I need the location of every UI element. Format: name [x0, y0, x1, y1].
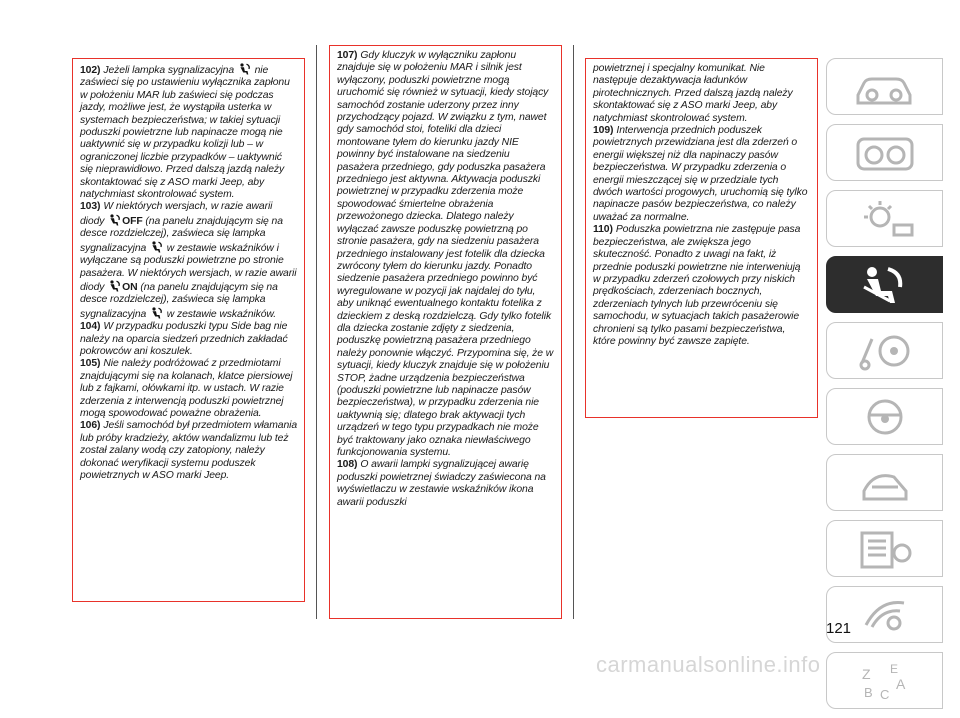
tab-airbag-safety[interactable]	[826, 256, 943, 313]
tab-starting-driving[interactable]	[826, 322, 943, 379]
note-number: 102)	[80, 65, 101, 76]
note-103	[80, 201, 297, 321]
note-number: 110)	[593, 224, 613, 236]
maintenance-icon	[850, 461, 920, 505]
note-105	[80, 358, 297, 420]
note-text: O awarii lampki sygnalizującej awarię poduszki powietrznej świadczy zaświecona na wyświetlaczu w zestawie wskaźników ikona awarii poduszki	[337, 459, 546, 508]
airbag-warning-lamp-icon	[150, 307, 163, 319]
warning-column-3	[585, 58, 818, 418]
note-108-continued	[593, 63, 810, 125]
note-text: w zestawie wskaźników i wyłączane są poduszki powietrzne po stronie pasażera. W niektórych wersjach, w razie awarii diody	[80, 242, 297, 293]
note-number: 105)	[80, 358, 101, 370]
tab-instrument-panel[interactable]	[826, 124, 943, 181]
note-number: 107)	[337, 50, 358, 61]
technical-data-icon	[850, 527, 920, 571]
note-text: Jeżeli lampka sygnalizacyjna	[103, 65, 235, 76]
tab-maintenance[interactable]	[826, 454, 943, 511]
lights-icon	[850, 197, 920, 241]
note-text: W przypadku poduszki typu Side bag nie należy na oparcia siedzeń przednich zakładać pokrowców ani koszulek.	[80, 321, 288, 357]
note-text: W niektórych wersjach, w razie awarii diody	[80, 201, 273, 227]
starting-driving-icon	[850, 329, 920, 373]
svg-text:A: A	[895, 675, 905, 692]
note-text: powietrznej i specjalny komunikat. Nie następuje dezaktywacja ładunków pirotechnicznych. Przed dalszą jazdą należy skontaktować się z ASO marki Jeep, aby natychmiast skontrolować system.	[593, 63, 793, 124]
instrument-panel-icon	[850, 131, 920, 175]
note-text: w zestawie wskaźników.	[166, 308, 277, 320]
svg-text:E: E	[889, 661, 898, 676]
led-on-label: ON	[122, 281, 138, 293]
column-divider	[316, 45, 317, 619]
note-number: 104)	[80, 321, 101, 333]
svg-text:B: B	[863, 684, 873, 700]
note-number: 106)	[80, 420, 101, 432]
svg-text:Z: Z	[861, 665, 871, 682]
tab-technical-data[interactable]	[826, 520, 943, 577]
note-108	[337, 459, 554, 509]
note-107	[337, 50, 554, 459]
watermark: carmanualsonline.info	[596, 652, 821, 677]
index-icon	[850, 659, 920, 703]
note-102	[80, 63, 297, 201]
passenger-airbag-icon	[108, 280, 121, 292]
airbag-safety-icon	[850, 263, 920, 307]
note-text: Nie należy podróżować z przedmiotami znajdującymi się na kolanach, klatce piersiowej lub z fajkami, ołówkami itp. w ustach. W razie zderzenia z interwencją poduszki powietrznej mogą spowodować poważne obrażenia.	[80, 358, 293, 419]
page-number: 121	[826, 620, 852, 637]
note-text: (na panelu znajdującym się na desce rozdzielczej), zaświeca się lampka sygnalizacyjna	[80, 215, 283, 254]
airbag-warning-lamp-icon	[150, 241, 163, 253]
chapter-tabs	[826, 58, 943, 718]
note-number: 109)	[593, 125, 614, 137]
note-110	[593, 224, 810, 348]
note-104	[80, 321, 297, 358]
note-text: Poduszka powietrzna nie zastępuje pasa bezpieczeństwa, ale zwiększa jego skuteczność. Ponadto z uwagi na fakt, iż przednie poduszki powietrzne nie interweniują w przypadku zderzeń czołowych przy niskich prędkościach, zderzeniach bocznych, zderzeniach tylnych lub przewróceniu się samochodu, w sytuacjach takich pasażerowie chronieni są tylko pasami bezpieczeństwa, które powinny być zawsze zapięte.	[593, 224, 801, 347]
car-dashboard-icon	[850, 65, 920, 109]
note-text: nie zaświeci się po ustawieniu wyłącznika zapłonu w położeniu MAR lub zaświeci się podczas jazdy, możliwe jest, że wystąpiła usterka w systemach bezpieczeństwa; w takiej sytuacji poduszki powietrzne lub napinacze mogą nie uaktywnić się w przypadku kolizji lub – w ograniczonej liczbie przypadków – uaktywnić się nieprawidłowo. Przed dalszą jazdą należy skontaktować się z ASO marki Jeep, aby natychmiast skontrolować system.	[80, 65, 290, 201]
note-106	[80, 420, 297, 482]
note-number: 103)	[80, 201, 101, 213]
note-text: Jeśli samochód był przedmiotem włamania lub próby kradzieży, aktów wandalizmu lub też został zalany wodą czy zatopiony, należy dokonać weryfikacji systemu poduszek powietrznych w ASO marki Jeep.	[80, 420, 298, 481]
led-off-label: OFF	[122, 215, 143, 227]
note-109	[593, 125, 810, 224]
warning-column-1	[72, 58, 305, 602]
airbag-warning-lamp-icon	[238, 63, 251, 75]
column-divider	[573, 45, 574, 619]
tab-index[interactable]	[826, 652, 943, 709]
tab-car-dashboard[interactable]	[826, 58, 943, 115]
tab-emergency[interactable]	[826, 388, 943, 445]
passenger-airbag-icon	[108, 214, 121, 226]
note-text: Interwencja przednich poduszek powietrznych przewidziana jest dla zderzeń o energii większej niż dla napinaczy pasów bezpieczeństwa. W przypadku zderzenia o energii mieszczącej się w przedziale tych dwóch wartości progowych, uruchomią się tylko napinacze pasów bezpieczeństwa, co należy uważać za normalne.	[593, 125, 808, 223]
tab-lights[interactable]	[826, 190, 943, 247]
warning-column-2	[329, 45, 562, 619]
note-text: Gdy kluczyk w wyłączniku zapłonu znajduje się w położeniu MAR i silnik jest wyłączony, poduszki powietrzne mogą uruchomić się również w sytuacji, kiedy stojący samochód zostanie uderzony przez inny przychodzący pojazd. W związku z tym, nawet gdy samochód stoi, foteliki dla dzieci montowane tyłem do kierunku jazdy NIE powinny być instalowane na siedzeniu pasażera przedniego, gdy poduszka pasażera przedniego jest aktywna. Aktywacja poduszki powietrznej w przypadku zderzenia może spowodować śmiertelne obrażenia przewożonego dziecka. Dlatego należy wyłączać zawsze poduszkę powietrzną po stronie pasażera, gdy na siedzeniu pasażera przedniego instalowany jest fotelik dla dziecka zwrócony tyłem do kierunku jazdy. Ponadto siedzenie pasażera przedniego powinno być wyregulowane w pozycji jak najdalej do tyłu, aby uniknąć ewentualnego kontaktu fotelika z dzieckiem z deską rozdzielczą. Gdy tylko fotelik dla dziecka zostanie zdjęty z siedzenia, poduszkę powietrzną pasażera przedniego należy ponownie włączyć. Przypomina się, że w sytuacji, kiedy kluczyk znajduje się w położeniu STOP, żadne urządzenia bezpieczeństwa (poduszki powietrzne lub napinacze pasów bezpieczeństwa), w przypadku zderzenia nie uaktywnią się; dlatego brak aktywacji tych urządzeń w tego typu przypadkach nie może być traktowany jako oznaka niewłaściwego funkcjonowania systemu.	[337, 50, 554, 458]
svg-text:C: C	[879, 686, 889, 702]
note-number: 108)	[337, 459, 358, 471]
emergency-icon	[850, 395, 920, 439]
note-text: (na panelu znajdującym się na desce rozdzielczej), zaświeca się lampka sygnalizacyjna	[80, 281, 278, 320]
